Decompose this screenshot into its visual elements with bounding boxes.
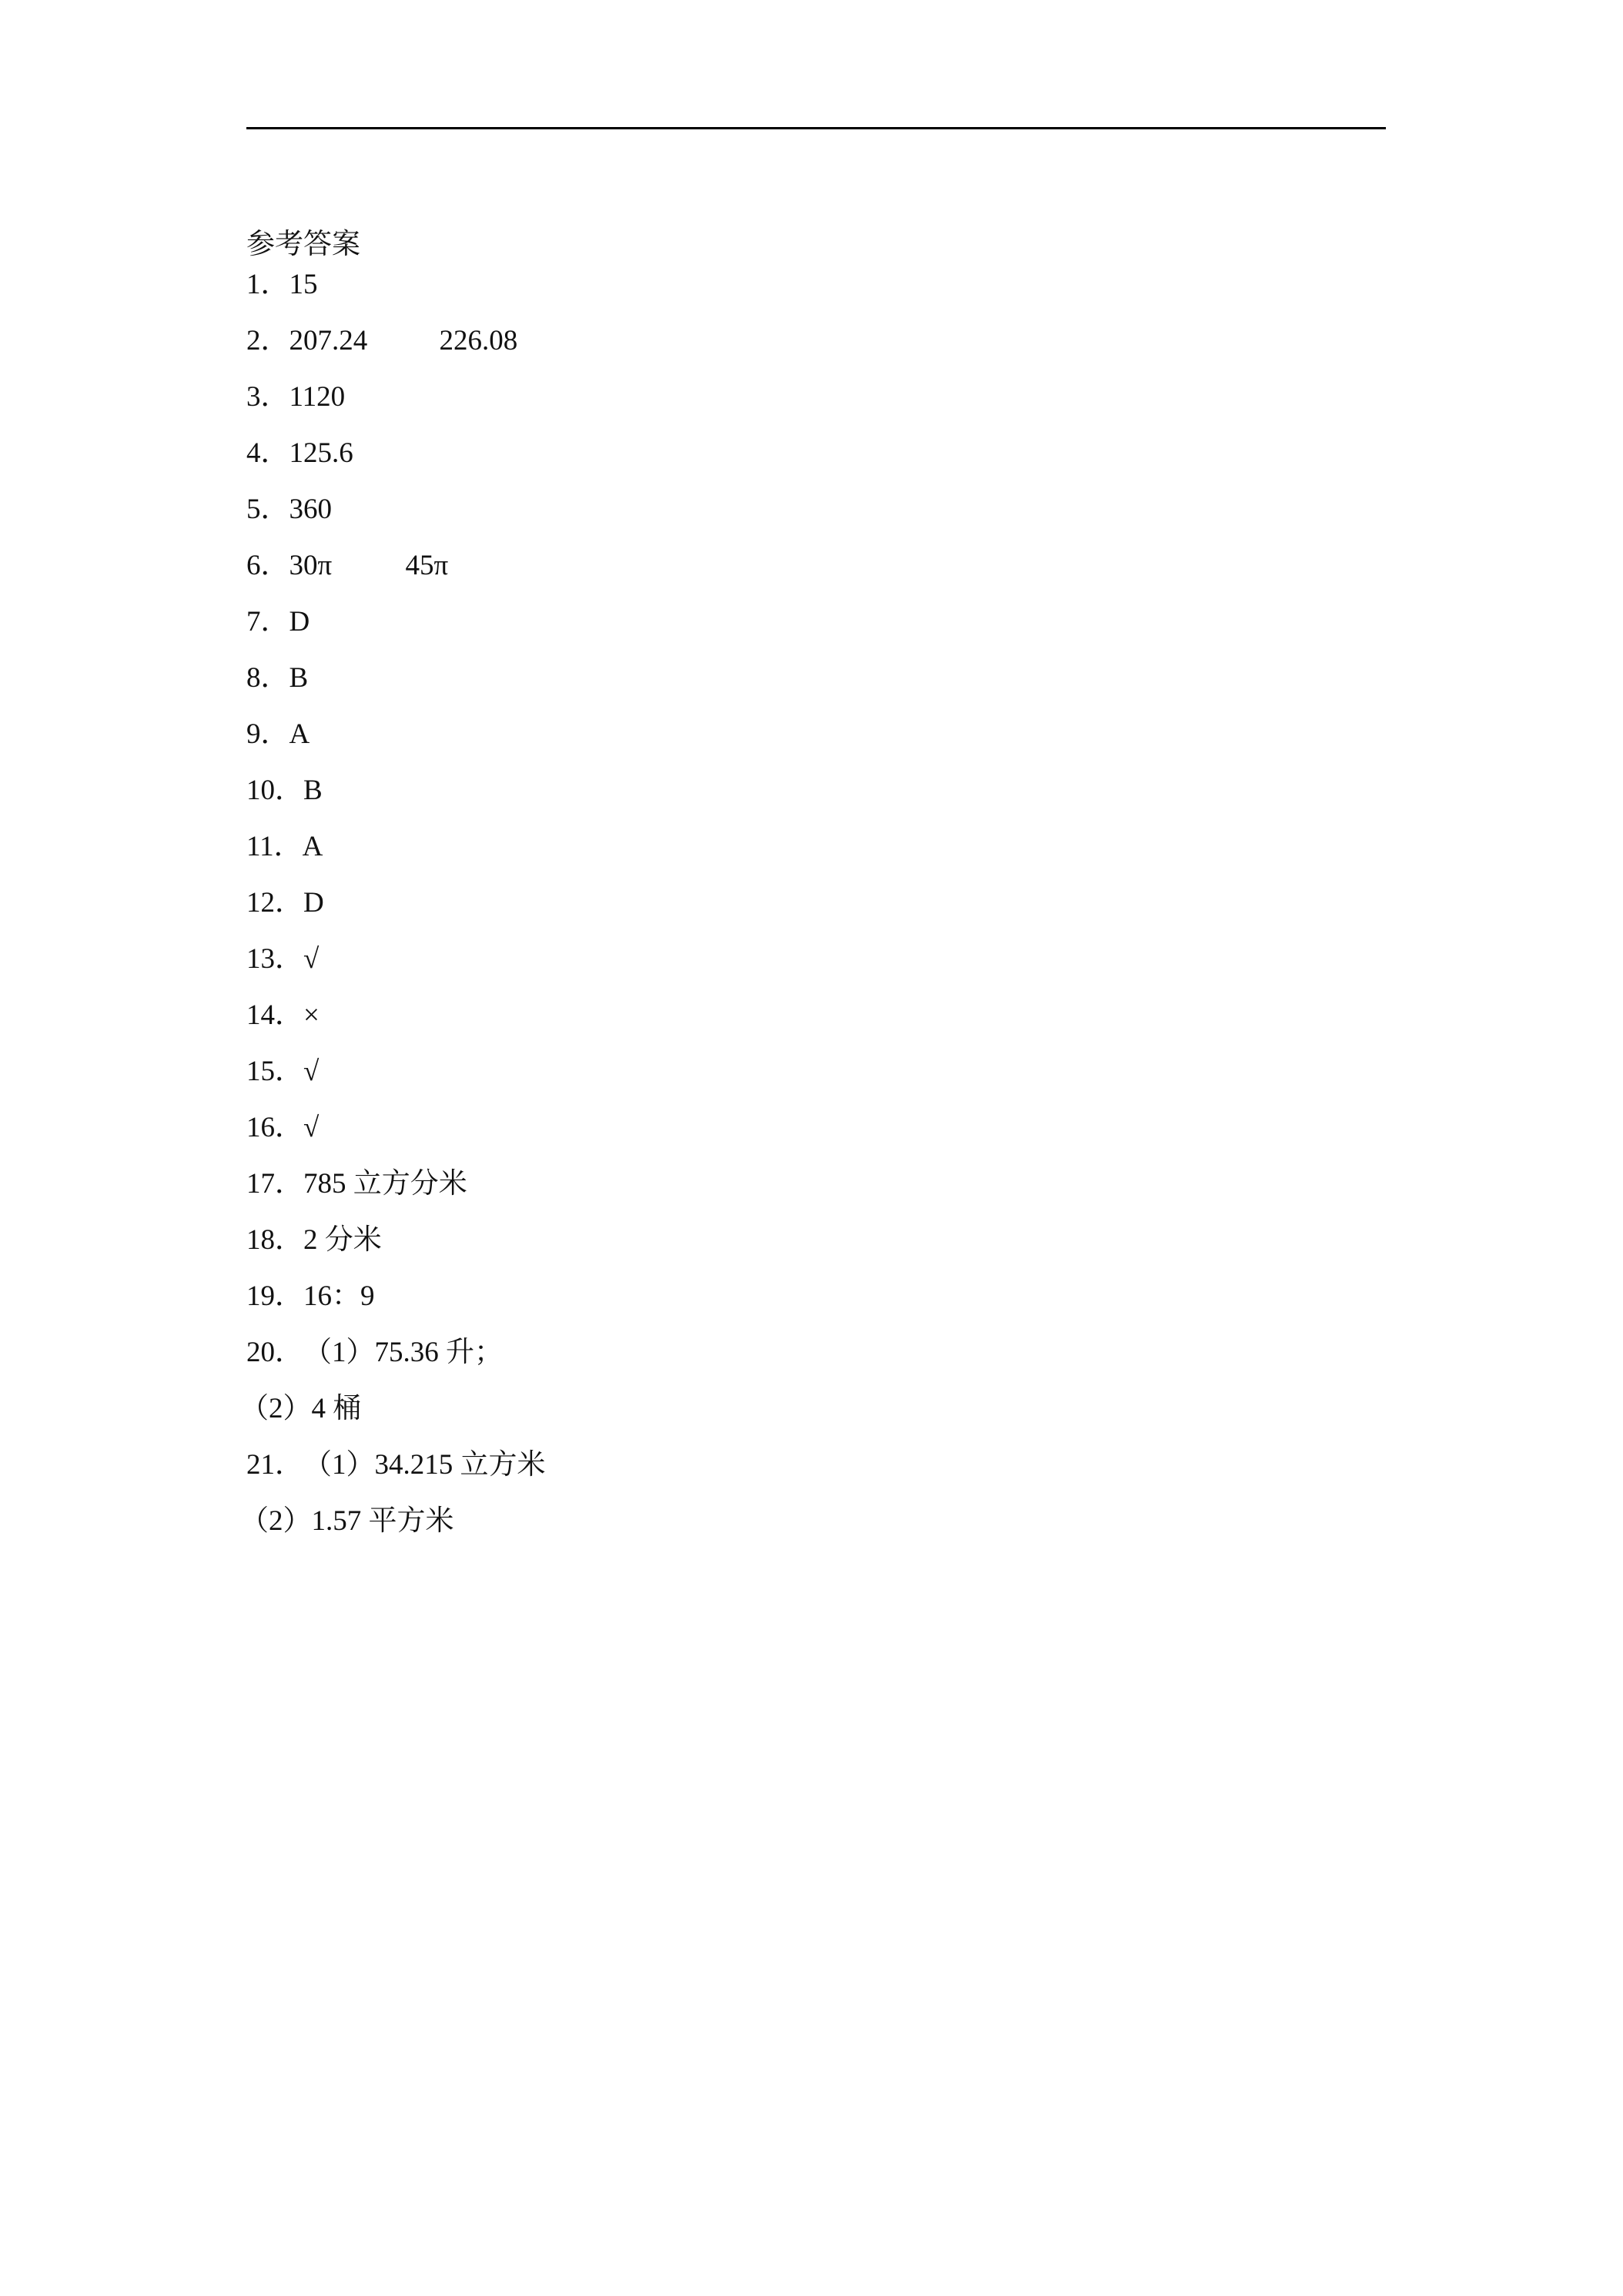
answer-number: 2． [246, 325, 289, 356]
answer-value-second: 45π [405, 550, 449, 581]
answer-value: D [289, 606, 310, 638]
answer-row-21-part-2 [240, 1504, 546, 1561]
answer-number: 4． [246, 437, 289, 469]
answer-row-3 [246, 380, 546, 437]
answer-number: 20． [246, 1337, 303, 1368]
answer-value: 30π [289, 550, 333, 581]
answer-value: 785 立方分米 [303, 1168, 467, 1200]
answer-number: 9． [246, 718, 289, 750]
answer-value: 360 [289, 494, 332, 525]
answer-row-19 [246, 1280, 546, 1336]
answer-number: 12． [246, 887, 303, 919]
answer-number: 17． [246, 1168, 303, 1200]
answer-value: 207.24 [289, 325, 368, 356]
answer-number: 3． [246, 381, 289, 413]
answer-value: 16：9 [303, 1280, 375, 1312]
page-title: 参考答案 [246, 229, 360, 260]
header-rule [246, 127, 1386, 129]
answer-row-20 [246, 1336, 546, 1392]
answer-number: 16． [246, 1112, 303, 1143]
answer-number: 13． [246, 943, 303, 975]
answer-value: （2）1.57 平方米 [240, 1505, 454, 1537]
answer-number: 19． [246, 1280, 303, 1312]
answer-row-21 [246, 1448, 546, 1504]
answer-value: （1）34.215 立方米 [303, 1449, 546, 1481]
answer-number: 10． [246, 775, 303, 806]
answer-number: 21． [246, 1449, 303, 1481]
answer-row-2 [246, 324, 546, 380]
answer-value: √ [303, 1056, 320, 1087]
answer-value: （1）75.36 升； [303, 1337, 503, 1368]
answer-row-13 [246, 942, 546, 999]
answer-row-18 [246, 1223, 546, 1280]
answer-value: （2）4 桶 [240, 1393, 362, 1424]
answer-value-second: 226.08 [439, 325, 518, 356]
answer-row-12 [246, 886, 546, 942]
answer-row-10 [246, 774, 546, 830]
answer-value: 125.6 [289, 437, 353, 469]
answer-value: A [289, 718, 310, 750]
answer-value: × [303, 999, 320, 1031]
answer-row-15 [246, 1055, 546, 1111]
answer-row-1 [246, 268, 546, 324]
answer-row-14 [246, 999, 546, 1055]
answer-row-5 [246, 493, 546, 549]
answer-row-11 [246, 830, 546, 886]
answer-value: 2 分米 [303, 1224, 382, 1256]
answer-row-16 [246, 1111, 546, 1167]
answer-value: B [303, 775, 323, 806]
answer-value: D [303, 887, 324, 919]
answer-row-17 [246, 1167, 546, 1223]
answer-row-8 [246, 661, 546, 718]
answer-row-20-part-2 [240, 1392, 546, 1448]
answer-number: 18． [246, 1224, 303, 1256]
answer-row-7 [246, 605, 546, 661]
answer-value: A [302, 831, 323, 862]
answer-value: √ [303, 1112, 320, 1143]
answer-number: 6． [246, 550, 289, 581]
answer-number: 15． [246, 1056, 303, 1087]
answer-number: 1． [246, 269, 289, 300]
answer-value: 1120 [289, 381, 346, 413]
answer-number: 8． [246, 662, 289, 694]
answer-number: 14． [246, 999, 303, 1031]
answer-value: 15 [289, 269, 318, 300]
answer-value: B [289, 662, 309, 694]
answer-value: √ [303, 943, 320, 975]
answer-row-4 [246, 437, 546, 493]
answer-row-9 [246, 718, 546, 774]
answer-list [240, 268, 546, 1561]
answer-number: 5． [246, 494, 289, 525]
answer-row-6 [246, 549, 546, 605]
answer-number: 7． [246, 606, 289, 638]
answer-number: 11． [246, 831, 303, 862]
